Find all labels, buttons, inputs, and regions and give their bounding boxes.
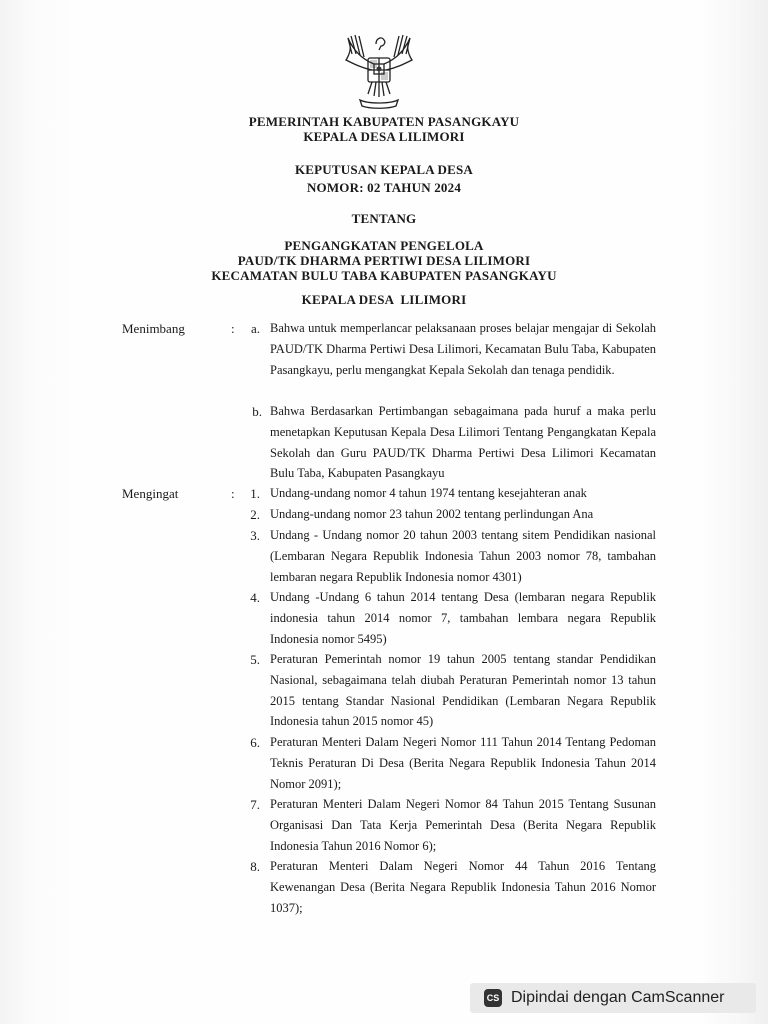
mengingat-item-text: Undang - Undang nomor 20 tahun 2003 tentang sitem Pendidikan nasional (Lembaran Negara Republik Indonesia Tahun 2003 nomor 78, tambahan lembaran negara Republik Indonesia nomor 4301) xyxy=(270,528,656,584)
mengingat-item-text: Peraturan Menteri Dalam Negeri Nomor 44 Tahun 2016 Tentang Kewenangan Desa (Berita Negara Republik Indonesia Tahun 2016 Nomor 1037); xyxy=(270,859,656,915)
menimbang-item-num: a. xyxy=(250,321,260,336)
mengingat-item-text: Undang-undang nomor 23 tahun 2002 tentang perlindungan Ana xyxy=(270,507,594,521)
menimbang-colon: : xyxy=(231,321,235,336)
mengingat-item-text: Undang-undang nomor 4 tahun 1974 tentang kesejahteran anak xyxy=(270,486,587,500)
mengingat-item-num: 2. xyxy=(250,507,260,522)
garuda-emblem-icon xyxy=(334,24,424,110)
mengingat-item-text: Undang -Undang 6 tahun 2014 tentang Desa (lembaran negara Republik indonesia tahun 2014 nomor 7, tambahan lembara negara Republik Indonesia nomor 5495) xyxy=(270,590,656,646)
mengingat-item-num: 3. xyxy=(250,528,260,543)
mengingat-colon: : xyxy=(231,486,235,501)
decree-subject-line-1: PENGANGKATAN PENGELOLA xyxy=(284,238,484,253)
menimbang-item-text: Bahwa untuk memperlancar pelaksanaan proses belajar mengajar di Sekolah PAUD/TK Dharma Pertiwi Desa Lilimori, Kecamatan Bulu Taba, Kabupaten Pasangkayu, perlu mengangkat Kepala Sekolah dan tenaga pendidik. xyxy=(270,321,656,377)
mengingat-label: Mengingat xyxy=(122,486,179,501)
decree-subject-line-2: PAUD/TK DHARMA PERTIWI DESA LILIMORI xyxy=(237,253,531,268)
mengingat-item-text: Peraturan Menteri Dalam Negeri Nomor 84 Tahun 2015 Tentang Susunan Organisasi Dan Tata Kerja Pemerintah Desa (Berita Negara Republik Indonesia Tahun 2016 Nomor 6); xyxy=(270,797,656,853)
menimbang-item-text: Bahwa Berdasarkan Pertimbangan sebagaimana pada huruf a maka perlu menetapkan Keputusan Kepala Desa Lilimori Tentang Pengangkatan Kepala Sekolah dan Guru PAUD/TK Dharma Pertiwi Desa Lilimori Kecamatan Bulu Taba, Kabupaten Pasangkayu xyxy=(270,404,656,481)
mengingat-item-num: 1. xyxy=(250,486,260,501)
menimbang-item-num: b. xyxy=(252,404,262,419)
mengingat-item-num: 7. xyxy=(250,797,260,812)
mengingat-item-num: 4. xyxy=(250,590,260,605)
tentang-heading: TENTANG xyxy=(351,211,417,226)
camscanner-logo-icon: CS xyxy=(484,989,502,1007)
village-head-header: KEPALA DESA LILIMORI xyxy=(303,129,465,144)
mengingat-item-text: Peraturan Pemerintah nomor 19 tahun 2005 tentang standar Pendidikan Nasional, sebagaimana telah diubah Peraturan Pemerintah nomor 13 tahun 2015 tentang Standar Nasional Pendidikan (Lembaran Negara Republik Indonesia tahun 2015 nomor 45) xyxy=(270,652,656,729)
camscanner-watermark xyxy=(470,983,756,1013)
mengingat-item-text: Peraturan Menteri Dalam Negeri Nomor 111 Tahun 2014 Tentang Pedoman Teknis Peraturan Di Desa (Berita Negara Republik Indonesia Tahun 2014 Nomor 2091); xyxy=(270,735,656,791)
decree-title: KEPUTUSAN KEPALA DESA xyxy=(294,162,474,177)
mengingat-item-num: 6. xyxy=(250,735,260,750)
camscanner-text: Dipindai dengan CamScanner xyxy=(511,989,725,1006)
government-header: PEMERINTAH KABUPATEN PASANGKAYU xyxy=(248,114,520,129)
authority-heading: KEPALA DESA LILIMORI xyxy=(301,292,467,307)
decree-number: NOMOR: 02 TAHUN 2024 xyxy=(306,180,462,195)
decree-subject-line-3: KECAMATAN BULU TABA KABUPATEN PASANGKAYU xyxy=(211,268,557,283)
menimbang-label: Menimbang xyxy=(122,321,185,336)
mengingat-item-num: 5. xyxy=(250,652,260,667)
mengingat-item-num: 8. xyxy=(250,859,260,874)
